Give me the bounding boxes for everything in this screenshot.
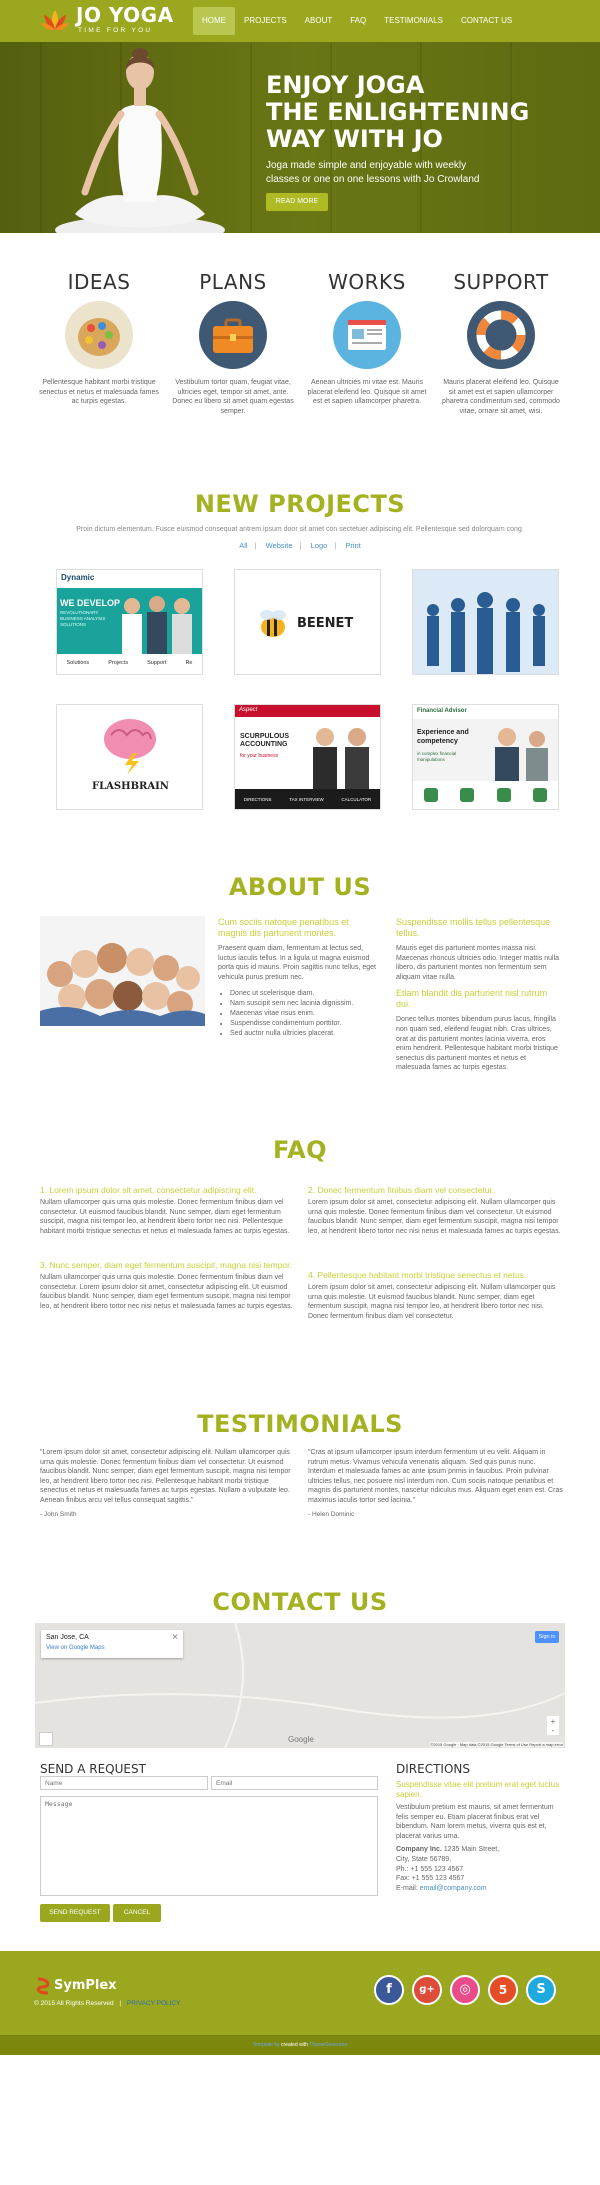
faq-item-3	[40, 1260, 295, 1311]
testimonial-2	[308, 1448, 563, 1519]
faq-question: 3. Nunc semper, diam eget fermentum suscipit, magna nisi tempor.	[40, 1260, 292, 1270]
about-col-2	[396, 917, 562, 1073]
footer-brand[interactable]: SymPlex	[54, 1978, 117, 1993]
nav-home[interactable]: HOME	[193, 7, 235, 35]
faq-title: FAQ	[272, 1136, 328, 1164]
thumb-tab: Support	[147, 660, 167, 666]
feature-badge-icon	[497, 788, 511, 802]
name-input[interactable]	[40, 1776, 208, 1790]
brand-name[interactable]: JO YOGA	[76, 3, 174, 27]
thumb-logo-text: FLASHBRAIN	[92, 781, 169, 792]
feature-text: Aenean ultricies mi vitae est. Mauris placerat eleifend leo. Quisque sit amet est et sapien ullamcorper pharetra.	[307, 379, 427, 405]
thumb-logo-text: BEENET	[297, 616, 354, 631]
list-item: • Sed auctor nulla ultricies placerat.	[230, 1029, 378, 1039]
projects-subtitle: Proin dictum elementum. Fusce euismod consequat antrem ipsum door sit amet con sectetuer adipiscing elit. Pellentesque sed dolorquam cong.	[76, 526, 524, 533]
thumb-tab: Solutions	[66, 660, 90, 666]
company-name: Company Inc.	[396, 1846, 442, 1854]
privacy-policy-link[interactable]: PRIVACY POLICY	[126, 2000, 181, 2007]
address-line: 1235 Main Street,	[443, 1846, 500, 1854]
map-signin-button[interactable]: Sign in	[535, 1631, 559, 1643]
map-place-card	[41, 1630, 183, 1658]
main-menu	[193, 14, 521, 35]
feature-plans	[168, 270, 298, 416]
hero-subtitle: Joga made simple and enjoyable with weekly classes or one on one lessons with Jo Crowland	[266, 160, 480, 185]
google-logo: Google	[288, 1735, 314, 1744]
send-request-title: SEND A REQUEST	[40, 1762, 146, 1776]
faq-answer: Nullam ullamcorper quis urna quis molestie. Donec fermentum finibus diam vel consectetur. Ut euismod faucibus blandit. Nunc semper, diam eget fermentum suscipit, magna nisi tempor leo, at hendrerit libero tortor nec nisi. Pellentesque habitant morbi tristique senectus et netus et malesuada fames ac turpis egestas.	[40, 1199, 290, 1235]
directions-text: Vestibulum pretium est mauris, sit amet fermentum felis semper eu. Etiam placerat finibus erat vel bibendum. Nam lorem metus, viverra quis est et, placerat varius urna.	[396, 1804, 554, 1840]
meditating-woman-image	[55, 42, 225, 233]
lotus-logo-icon[interactable]	[40, 6, 70, 36]
skype-icon[interactable]: S	[526, 1975, 556, 2005]
business-silhouettes-image	[413, 570, 559, 675]
footer-copyright: © 2015 All Rights Reserved | PRIVACY POLICY	[34, 2000, 181, 2007]
thumb-banner-sub: REVOLUTIONARY BUSINESS ANALYSIS SOLUTIONS	[60, 610, 106, 627]
lifebuoy-icon	[466, 300, 536, 370]
feature-support	[436, 270, 566, 416]
accountants-image	[305, 721, 381, 789]
testimonial-quote: "Cras at ipsum ullamcorper ipsum interdum fermentum ut eu velit. Aliquam in rutrum metus. Vivamus vehicula venenatis aliquam. Sed quis purus nunc. Interdum et malesuada fames ac ante ipsum primis in faucibus. Proin pulvinar ultricies tellus, nec posuere nisl interdum non. Cum sociis natoque penatibus et magnis dis parturient montes, nascetur ridiculus mus. Aliquam eget enim est. Cras maximus iaculis tortor sed lacinia."	[308, 1449, 563, 1504]
list-item: • Maecenas vitae risus enim.	[230, 1009, 378, 1019]
message-textarea[interactable]	[40, 1796, 378, 1896]
feature-badge-icon	[533, 788, 547, 802]
view-google-maps-link[interactable]: View on Google Maps	[46, 1645, 105, 1651]
testimonial-author: - Helen Dominic	[308, 1510, 355, 1518]
html5-icon[interactable]: 5	[488, 1975, 518, 2005]
thumb-brand: Aspect	[235, 705, 380, 717]
faq-answer: Nullam ullamcorper quis urna quis molestie. Donec fermentum finibus diam vel consectetur. Lorem ipsum dolor sit amet, consectetur adipiscing elit. Ut euismod faucibus blandit. Nunc semper, diam eget fermentum suscipit, magna nisi tempor leo, at hendrerit libero tortor nec nisi netus et malesuada fames ac turpis egestas.	[40, 1274, 293, 1310]
list-item: • Nam suscipit sem nec lacinia dignissim.	[230, 999, 378, 1009]
thumb-sub: for your business	[240, 753, 279, 759]
footer	[0, 1951, 600, 2035]
thumb-sub: in complex financial manipulations	[417, 751, 457, 762]
theme-generator-link[interactable]: ThemeGenerator	[309, 2042, 348, 2048]
thumb-tab: DIRECTIONS	[243, 796, 272, 802]
project-thumb-business[interactable]	[412, 569, 559, 675]
template-by-link[interactable]: Template by	[252, 2042, 280, 2048]
projects-title: NEW PROJECTS	[194, 490, 406, 518]
project-thumb-flashbrain[interactable]	[56, 704, 203, 810]
feature-title: WORKS	[328, 270, 406, 294]
map-place-name: San Jose, CA	[46, 1634, 89, 1641]
nav-contact[interactable]: CONTACT US	[460, 16, 513, 25]
group-photo-image	[40, 916, 205, 1026]
faq-question: 1. Lorem ipsum dolor sit amet, consectetur adipiscing elit.	[40, 1185, 257, 1195]
map-attribution: ©2015 Google · Map data ©2015 Google Terms of Use Report a map error	[430, 1742, 563, 1747]
contact-title: CONTACT US	[212, 1588, 388, 1616]
faq-answer: Lorem ipsum dolor sit amet, consectetur adipiscing elit. Nullam ullamcorper quis urna quis molestie. Ut euismod faucibus blandit. Nunc semper, diam eget fermentum suscipit, magna nisi tempor leo, at hendrerit libero tortor nec nisi. Donec fermentum finibus diam vel consectetur.	[308, 1284, 556, 1320]
thumb-tab: TAX INTERVIEW	[289, 796, 324, 802]
brand-tagline: TIME FOR YOU	[78, 27, 153, 34]
business-team-image	[112, 592, 203, 654]
feature-badge-icon	[424, 788, 438, 802]
dribbble-icon[interactable]: ◎	[450, 1975, 480, 2005]
hero-banner	[0, 42, 600, 233]
project-thumb-beenet[interactable]	[234, 569, 381, 675]
faq-answer: Lorem ipsum dolor sit amet, consectetur adipiscing elit. Nullam ullamcorper quis urna quis molestie. Donec fermentum finibus diam vel consectetur. Ut euismod faucibus blandit. Nunc semper, diam eget fermentum suscipit, magna nisi tempor leo, at hendrerit libero tortor nec nisi netus et malesuada fames ac turpis egestas.	[308, 1199, 561, 1235]
project-thumb-accounting[interactable]	[234, 704, 381, 810]
facebook-icon[interactable]: f	[374, 1975, 404, 2005]
filter-all[interactable]: All	[239, 541, 248, 550]
briefcase-icon	[198, 300, 268, 370]
thumb-headline: SCURPULOUS ACCOUNTING	[240, 733, 290, 748]
feature-text: Mauris placerat eleifend leo. Quisque sit amet est et sapien ullamcorper pharetra condimentum sed, commodo vitae, ornare sit amet, wisi.	[442, 379, 560, 415]
social-links	[374, 1975, 556, 2005]
faq-question: 4. Pellentesque habitant morbi tristique senectus et netus.	[308, 1270, 527, 1280]
thumb-headline: Experience and competency	[417, 729, 469, 745]
bee-logo-icon	[253, 603, 293, 643]
top-nav	[0, 0, 600, 42]
about-bullet-list	[218, 989, 378, 1039]
close-icon[interactable]: ×	[172, 1632, 178, 1643]
project-thumb-financial[interactable]	[412, 704, 559, 810]
street-view-icon[interactable]	[39, 1732, 53, 1746]
faq-question: 2. Donec fermentum finibus diam vel consectetur.	[308, 1185, 495, 1195]
email-label: E-mail:	[396, 1884, 418, 1892]
thumb-banner: WE DEVELOP	[60, 598, 121, 608]
nav-faq[interactable]: FAQ	[350, 16, 367, 25]
about-text-2: Mauris eget dis parturient montes massa nisi. Maecenas rhoncus ultricies odio. Integer mattis nulla libero, dis parturient montes non fermentum sem aliquam vitae nulla.	[396, 945, 560, 981]
about-heading-2: Suspendisse mollis tellus pellentesque tellus.	[396, 917, 551, 938]
palette-icon	[64, 300, 134, 370]
feature-ideas	[34, 270, 164, 407]
feature-text: Vestibulum tortor quam, feugiat vitae, ultricies eget, tempor sit amet, ante. Donec eu libero sit amet quam egestas semper.	[172, 379, 294, 415]
google-map[interactable]	[35, 1623, 565, 1748]
filter-print[interactable]: Print	[345, 541, 361, 550]
testimonial-author: - John Smith	[40, 1510, 77, 1518]
cancel-button[interactable]: CANCEL	[113, 1904, 161, 1922]
feature-badge-icon	[460, 788, 474, 802]
about-text-3: Donec tellus montes bibendum purus lacus, fringilla non quam sed, eleifend feugiat nibh. Cras ultrices, orat at dis parturient montes lacinia viverra, eros enim hendrerit. Pellentesque habitant morbi tristique senectus dis parturient montes et netus et malesuada fames ac turpis egestas.	[396, 1016, 558, 1072]
about-text-1: Praesent quam diam, fermentum at lectus sed, luctus iaculis tellus. In a ligula ut magna euismod porta quis id mauris. Proin sagittis nunc tellus, eget vehicula purus pretium nec.	[218, 945, 376, 981]
testimonials-title: TESTIMONIALS	[197, 1410, 403, 1438]
project-thumb-dynamic[interactable]	[56, 569, 203, 675]
feature-title: PLANS	[199, 270, 267, 294]
feature-title: SUPPORT	[453, 270, 549, 294]
thumb-tab: Re	[185, 660, 193, 666]
nav-about[interactable]: ABOUT	[304, 16, 333, 25]
about-heading-1: Cum sociis natoque penatibus et magnis dis parturient montes.	[218, 917, 349, 938]
thumb-brand: Dynamic	[61, 573, 95, 582]
fax-line: Fax: +1 555 123 4567	[396, 1875, 465, 1883]
directions-title: DIRECTIONS	[396, 1762, 470, 1776]
symplex-logo-icon	[34, 1977, 52, 1995]
thumb-tab: CALCULATOR	[341, 796, 372, 802]
testimonial-quote: "Lorem ipsum dolor sit amet, consectetur adipiscing elit. Nullam ullamcorper quis urna quis molestie. Donec fermentum finibus diam vel consectetur. Ut euismod faucibus blandit. Nunc semper, diam eget fermentum suscipit, magna nisi tempor leo, at hendrerit libero tortor nec nisi. Pellentesque habitant morbi tristique senectus et netus et malesuada fames ac turpis egestas. Nullam a vulputate leo. Aenean finibus arcu vel tellus consequat sagittis."	[40, 1449, 291, 1504]
nav-projects[interactable]: PROJECTS	[244, 16, 287, 25]
about-col-1	[218, 917, 378, 1039]
footer-bar: Template by created with ThemeGenerator	[0, 2035, 600, 2055]
browser-window-icon	[332, 300, 402, 370]
advisor-image	[483, 721, 559, 781]
thumb-brand: Financial Advisor	[417, 708, 467, 714]
send-request-button[interactable]: SEND REQUEST	[40, 1904, 110, 1922]
feature-title: IDEAS	[67, 270, 131, 294]
about-title: ABOUT US	[228, 873, 372, 901]
list-item: • Donec ut scelerisque diam.	[230, 989, 378, 999]
project-filters: All | Website | Logo | Print	[239, 541, 361, 550]
filter-logo[interactable]: Logo	[310, 541, 328, 550]
google-plus-icon[interactable]: g+	[412, 1975, 442, 2005]
feature-works	[302, 270, 432, 407]
feature-text: Pellentesque habitant morbi tristique senectus et netus et malesuada fames ac turpis egestas.	[39, 379, 159, 405]
brain-logo-icon	[99, 715, 161, 775]
company-address	[396, 1845, 562, 1893]
testimonial-1	[40, 1448, 295, 1519]
phone-line: Ph.: +1 555 123 4567	[396, 1865, 464, 1873]
filter-website[interactable]: Website	[265, 541, 293, 550]
about-heading-3: Etiam blandit dis parturient nisl rutrum dui.	[396, 988, 548, 1010]
email-link[interactable]: email@company.com	[419, 1884, 487, 1892]
city-line: City, State 56789,	[396, 1855, 452, 1863]
faq-item-4	[308, 1270, 563, 1321]
email-input[interactable]	[211, 1776, 378, 1790]
nav-testimonials[interactable]: TESTIMONIALS	[384, 16, 443, 25]
thumb-tab: Projects	[108, 660, 129, 666]
faq-item-2	[308, 1185, 563, 1236]
directions-heading: Suspendisse vitae elit pretium erat eget luctus sapien.	[396, 1780, 560, 1799]
hero-title: ENJOY JOGA THE ENLIGHTENING WAY WITH JO	[266, 71, 530, 153]
zoom-out-button[interactable]: -	[547, 1727, 559, 1735]
list-item: • Suspendisse condimentum porttitor.	[230, 1019, 378, 1029]
directions	[396, 1762, 562, 1893]
faq-item-1	[40, 1185, 295, 1236]
zoom-in-button[interactable]: +	[547, 1716, 559, 1728]
read-more-button[interactable]: READ MORE	[266, 193, 328, 211]
